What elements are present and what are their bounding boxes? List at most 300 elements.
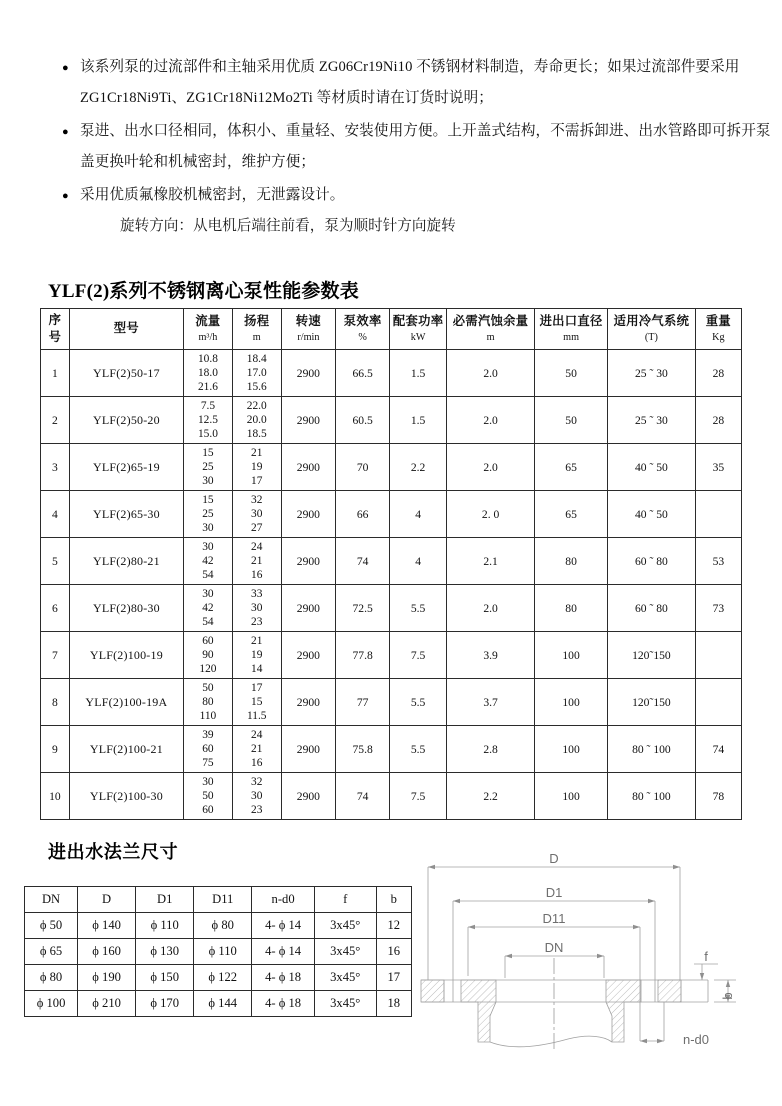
cell-power: 5.5	[390, 679, 447, 726]
label-nd0: n-d0	[682, 1032, 710, 1047]
cell-serial: 3	[41, 444, 70, 491]
cell-lift	[232, 632, 281, 679]
value-line: 18.0	[197, 367, 218, 379]
header-unit: mm	[563, 331, 579, 343]
cell-b: 12	[376, 913, 411, 939]
cell-weight: 35	[695, 444, 741, 491]
column-header-lift	[232, 309, 281, 350]
cell-cooling-system: 120˜150	[608, 632, 696, 679]
cell-d1: ϕ 110	[136, 913, 194, 939]
arrow-head	[428, 865, 435, 869]
arrow-head	[468, 925, 475, 929]
value-line: 30	[202, 541, 214, 553]
cell-cooling-system: 80 ˜ 100	[608, 726, 696, 773]
list-item	[62, 52, 774, 114]
column-header-nd0: n-d0	[252, 887, 315, 913]
value-line: 80	[202, 696, 214, 708]
cell-power: 1.5	[390, 397, 447, 444]
cell-speed: 2900	[281, 773, 335, 820]
cell-speed: 2900	[281, 397, 335, 444]
bullet-text-block	[80, 116, 774, 178]
cell-lift	[232, 491, 281, 538]
value-line: 32	[251, 776, 263, 788]
cell-weight	[695, 632, 741, 679]
cell-serial: 2	[41, 397, 70, 444]
value-line: 21.6	[197, 381, 218, 393]
cell-serial: 6	[41, 585, 70, 632]
value-line: 60	[202, 804, 214, 816]
cell-efficiency: 74	[336, 538, 390, 585]
cell-npsh: 2. 0	[447, 491, 535, 538]
cell-weight: 73	[695, 585, 741, 632]
header-unit: kW	[410, 331, 426, 343]
arrow-head	[505, 954, 512, 958]
value-line: 50	[202, 790, 214, 802]
header-label: 适用冷气系统	[613, 313, 690, 328]
rotation-direction-note: 旋转方向：从电机后端往前看，泵为顺时针方向旋转	[120, 218, 456, 234]
cell-efficiency: 72.5	[336, 585, 390, 632]
column-header-weight	[695, 309, 741, 350]
column-header-f: f	[314, 887, 376, 913]
cell-flow	[184, 585, 233, 632]
arrow-head	[726, 980, 730, 987]
header-label: 序	[48, 312, 62, 327]
value-line: 21	[251, 447, 263, 459]
cell-port-diameter: 50	[535, 350, 608, 397]
cell-npsh: 2.0	[447, 585, 535, 632]
cell-port-diameter: 80	[535, 538, 608, 585]
table-row	[41, 538, 742, 585]
cell-port-diameter: 65	[535, 444, 608, 491]
cell-nd0: 4- ϕ 18	[252, 965, 315, 991]
cell-serial: 7	[41, 632, 70, 679]
table-row	[41, 679, 742, 726]
bullet-line: 盖更换叶轮和机械密封，维护方便；	[80, 154, 316, 170]
value-line: 60	[202, 635, 214, 647]
value-line: 54	[202, 569, 214, 581]
table-row	[41, 491, 742, 538]
cell-model: YLF(2)50-17	[69, 350, 183, 397]
cell-port-diameter: 100	[535, 632, 608, 679]
arrow-head	[633, 925, 640, 929]
value-line: 30	[251, 508, 263, 520]
value-line: 21	[251, 743, 263, 755]
value-line: 120	[199, 663, 217, 675]
performance-table-title: YLF(2)系列不锈钢离心泵性能参数表	[48, 281, 359, 302]
header-label: 进出口直径	[539, 313, 603, 328]
cell-npsh: 2.8	[447, 726, 535, 773]
cell-flow	[184, 444, 233, 491]
value-line: 110	[199, 710, 217, 722]
value-line: 19	[251, 461, 263, 473]
value-line: 17	[251, 475, 263, 487]
cell-weight: 78	[695, 773, 741, 820]
value-line: 25	[202, 508, 214, 520]
cell-f: 3x45°	[314, 913, 376, 939]
value-line: 20.0	[246, 414, 267, 426]
cell-f: 3x45°	[314, 965, 376, 991]
cell-nd0: 4- ϕ 14	[252, 913, 315, 939]
table-row	[41, 350, 742, 397]
table-row	[41, 585, 742, 632]
header-unit: m³/h	[198, 331, 218, 343]
cell-efficiency: 66	[336, 491, 390, 538]
value-line: 22.0	[246, 400, 267, 412]
cell-npsh: 2.0	[447, 350, 535, 397]
cell-weight	[695, 679, 741, 726]
cell-power: 7.5	[390, 632, 447, 679]
header-label: 转速	[295, 313, 321, 328]
cell-cooling-system: 120˜150	[608, 679, 696, 726]
value-line: 30	[251, 602, 263, 614]
table-header-row	[25, 887, 412, 913]
cell-dn: ϕ 80	[25, 965, 78, 991]
cell-lift	[232, 726, 281, 773]
table-row	[41, 397, 742, 444]
cell-port-diameter: 100	[535, 679, 608, 726]
cell-d: ϕ 210	[78, 991, 136, 1017]
column-header-b: b	[376, 887, 411, 913]
column-header-npsh	[447, 309, 535, 350]
cell-nd0: 4- ϕ 14	[252, 939, 315, 965]
cell-flow	[184, 397, 233, 444]
cell-d: ϕ 140	[78, 913, 136, 939]
arrow-head	[640, 1039, 647, 1043]
arrow-head	[648, 899, 655, 903]
cell-lift	[232, 679, 281, 726]
table-row	[41, 444, 742, 491]
header-unit: Kg	[712, 331, 725, 343]
cell-weight: 74	[695, 726, 741, 773]
cell-npsh: 2.0	[447, 397, 535, 444]
cell-nd0: 4- ϕ 18	[252, 991, 315, 1017]
cell-model: YLF(2)100-21	[69, 726, 183, 773]
value-line: 30	[202, 588, 214, 600]
header-label: 重量	[705, 313, 731, 328]
cell-serial: 4	[41, 491, 70, 538]
cell-efficiency: 66.5	[336, 350, 390, 397]
bullet-dot-icon: ●	[62, 190, 69, 202]
cell-weight: 53	[695, 538, 741, 585]
header-label: 泵效率	[343, 313, 382, 328]
value-line: 17	[251, 682, 263, 694]
cell-lift	[232, 585, 281, 632]
cell-cooling-system: 40 ˜ 50	[608, 444, 696, 491]
table-body	[41, 350, 742, 820]
arrow-head	[453, 899, 460, 903]
cell-speed: 2900	[281, 585, 335, 632]
drawing-labels-group	[543, 851, 735, 1047]
cell-power: 5.5	[390, 585, 447, 632]
cell-flow	[184, 538, 233, 585]
value-line: 16	[251, 569, 263, 581]
cell-cooling-system: 25 ˜ 30	[608, 397, 696, 444]
column-header-flow	[184, 309, 233, 350]
column-header-d: D	[78, 887, 136, 913]
cell-power: 4	[390, 538, 447, 585]
value-line: 24	[251, 541, 263, 553]
column-header-serial	[41, 309, 70, 350]
value-line: 27	[251, 522, 263, 534]
value-line: 21	[251, 555, 263, 567]
flange-hub-right	[606, 980, 641, 1042]
header-unit: r/min	[297, 331, 320, 343]
value-line: 42	[202, 602, 214, 614]
cell-efficiency: 77	[336, 679, 390, 726]
list-item	[62, 116, 774, 178]
dimension-lines-group	[428, 865, 736, 1043]
value-line: 16	[251, 757, 263, 769]
label-d11: D11	[542, 911, 566, 926]
cell-model: YLF(2)50-20	[69, 397, 183, 444]
cell-model: YLF(2)80-21	[69, 538, 183, 585]
table-header	[25, 887, 412, 913]
value-line: 17.0	[246, 367, 267, 379]
cell-efficiency: 77.8	[336, 632, 390, 679]
cell-d: ϕ 190	[78, 965, 136, 991]
cell-port-diameter: 100	[535, 726, 608, 773]
cell-speed: 2900	[281, 350, 335, 397]
table-header	[41, 309, 742, 350]
cell-serial: 8	[41, 679, 70, 726]
cell-npsh: 3.7	[447, 679, 535, 726]
cell-dn: ϕ 50	[25, 913, 78, 939]
header-unit: m	[486, 331, 495, 343]
cell-lift	[232, 397, 281, 444]
cell-f: 3x45°	[314, 991, 376, 1017]
cell-d11: ϕ 144	[194, 991, 252, 1017]
value-line: 14	[251, 663, 263, 675]
cell-serial: 10	[41, 773, 70, 820]
cell-speed: 2900	[281, 491, 335, 538]
value-line: 15.0	[197, 428, 218, 440]
header-label: 必需汽蚀余量	[452, 313, 529, 328]
cell-flow	[184, 726, 233, 773]
cell-flow	[184, 350, 233, 397]
value-line: 24	[251, 729, 263, 741]
flange-section-body	[421, 980, 708, 1047]
cell-port-diameter: 65	[535, 491, 608, 538]
bullet-line: 采用优质氟橡胶机械密封，无泄露设计。	[80, 187, 345, 203]
cell-lift	[232, 444, 281, 491]
cell-d: ϕ 160	[78, 939, 136, 965]
header-label: 流量	[195, 313, 221, 328]
label-f: f	[704, 949, 708, 964]
value-line: 39	[202, 729, 214, 741]
performance-parameter-table	[40, 308, 742, 820]
value-line: 18.5	[246, 428, 267, 440]
header-label-2: 号	[48, 330, 62, 344]
arrow-head	[673, 865, 680, 869]
list-item	[62, 180, 774, 242]
cell-speed: 2900	[281, 726, 335, 773]
table-row	[25, 965, 412, 991]
table-row	[25, 991, 412, 1017]
label-dn: DN	[544, 940, 564, 955]
cell-npsh: 3.9	[447, 632, 535, 679]
value-line: 19	[251, 649, 263, 661]
table-row	[41, 632, 742, 679]
value-line: 32	[251, 494, 263, 506]
cell-model: YLF(2)80-30	[69, 585, 183, 632]
value-line: 30	[202, 522, 214, 534]
cell-serial: 5	[41, 538, 70, 585]
column-header-model	[69, 309, 183, 350]
cell-port-diameter: 100	[535, 773, 608, 820]
cell-model: YLF(2)100-19A	[69, 679, 183, 726]
bullet-dot-icon: ●	[62, 126, 69, 138]
table-row	[41, 773, 742, 820]
cell-dn: ϕ 65	[25, 939, 78, 965]
header-unit: m	[252, 331, 261, 343]
bullet-line: 泵进、出水口径相同，体积小、重量轻、安装使用方便。上开盖式结构，不需拆卸进、出水管路即可拆开泵	[80, 123, 771, 139]
value-line: 25	[202, 461, 214, 473]
value-line: 60	[202, 743, 214, 755]
cell-f: 3x45°	[314, 939, 376, 965]
cell-dn: ϕ 100	[25, 991, 78, 1017]
break-line	[490, 1036, 612, 1047]
intro-bullet-list	[62, 52, 774, 244]
bullet-line: 该系列泵的过流部件和主轴采用优质 ZG06Cr19Ni10 不锈钢材料制造，寿命更长；如果过流部件要采用	[80, 59, 740, 75]
cell-cooling-system: 60 ˜ 80	[608, 585, 696, 632]
arrow-head	[657, 1039, 664, 1043]
flange-section-title: 进出水法兰尺寸	[48, 842, 179, 862]
cell-speed: 2900	[281, 679, 335, 726]
cell-power: 5.5	[390, 726, 447, 773]
column-header-port-diameter	[535, 309, 608, 350]
cell-port-diameter: 80	[535, 585, 608, 632]
flange-drawing-svg	[418, 846, 766, 1068]
value-line: 21	[251, 635, 263, 647]
value-line: 10.8	[197, 353, 218, 365]
header-label: 扬程	[244, 313, 270, 328]
cell-port-diameter: 50	[535, 397, 608, 444]
label-d: D	[549, 851, 559, 866]
cell-npsh: 2.2	[447, 773, 535, 820]
value-line: 33	[251, 588, 263, 600]
value-line: 23	[251, 616, 263, 628]
bullet-line: ZG1Cr18Ni9Ti、ZG1Cr18Ni12Mo2Ti 等材质时请在订货时说明；	[80, 90, 494, 106]
cell-model: YLF(2)65-19	[69, 444, 183, 491]
cell-model: YLF(2)100-30	[69, 773, 183, 820]
table-header-row	[41, 309, 742, 350]
cell-b: 18	[376, 991, 411, 1017]
cell-flow	[184, 773, 233, 820]
value-line: 12.5	[197, 414, 218, 426]
cell-b: 16	[376, 939, 411, 965]
header-unit: (T)	[644, 331, 658, 343]
value-line: 30	[202, 776, 214, 788]
cell-power: 7.5	[390, 773, 447, 820]
column-header-efficiency	[336, 309, 390, 350]
flange-rim-left	[421, 980, 444, 1002]
cell-d11: ϕ 122	[194, 965, 252, 991]
cell-b: 17	[376, 965, 411, 991]
cell-speed: 2900	[281, 538, 335, 585]
flange-cross-section-drawing	[418, 846, 766, 1068]
value-line: 23	[251, 804, 263, 816]
value-line: 30	[251, 790, 263, 802]
table-row	[25, 939, 412, 965]
column-header-power	[390, 309, 447, 350]
value-line: 50	[202, 682, 214, 694]
cell-efficiency: 60.5	[336, 397, 390, 444]
cell-serial: 1	[41, 350, 70, 397]
header-label: 配套功率	[392, 313, 444, 328]
cell-speed: 2900	[281, 632, 335, 679]
value-line: 15	[202, 494, 214, 506]
header-unit: %	[358, 331, 367, 343]
cell-d1: ϕ 150	[136, 965, 194, 991]
cell-d1: ϕ 130	[136, 939, 194, 965]
column-header-cooling-system	[608, 309, 696, 350]
value-line: 11.5	[246, 710, 267, 722]
cell-cooling-system: 80 ˜ 100	[608, 773, 696, 820]
cell-power: 2.2	[390, 444, 447, 491]
table-row	[41, 726, 742, 773]
table-row	[25, 913, 412, 939]
cell-d1: ϕ 170	[136, 991, 194, 1017]
bullet-text-block	[80, 180, 774, 242]
column-header-dn: DN	[25, 887, 78, 913]
flange-rim-right	[658, 980, 681, 1002]
cell-power: 1.5	[390, 350, 447, 397]
cell-lift	[232, 538, 281, 585]
flange-hub-left	[461, 980, 496, 1042]
column-header-d11: D11	[194, 887, 252, 913]
cell-cooling-system: 60 ˜ 80	[608, 538, 696, 585]
table-body	[25, 913, 412, 1017]
cell-d11: ϕ 80	[194, 913, 252, 939]
value-line: 18.4	[246, 353, 267, 365]
cell-power: 4	[390, 491, 447, 538]
cell-speed: 2900	[281, 444, 335, 491]
label-b: b	[720, 992, 735, 1000]
bullet-text-block	[80, 52, 774, 114]
cell-model: YLF(2)100-19	[69, 632, 183, 679]
value-line: 7.5	[200, 400, 216, 412]
cell-weight: 28	[695, 397, 741, 444]
cell-weight: 28	[695, 350, 741, 397]
flange-dimension-table	[24, 886, 412, 1017]
label-d1: D1	[545, 885, 563, 900]
cell-serial: 9	[41, 726, 70, 773]
cell-efficiency: 70	[336, 444, 390, 491]
cell-flow	[184, 679, 233, 726]
value-line: 15	[202, 447, 214, 459]
value-line: 30	[202, 475, 214, 487]
cell-cooling-system: 40 ˜ 50	[608, 491, 696, 538]
column-header-d1: D1	[136, 887, 194, 913]
value-line: 42	[202, 555, 214, 567]
header-label: 型号	[113, 321, 139, 336]
column-header-speed	[281, 309, 335, 350]
bullet-dot-icon: ●	[62, 62, 69, 74]
cell-weight	[695, 491, 741, 538]
arrow-head	[597, 954, 604, 958]
cell-efficiency: 74	[336, 773, 390, 820]
cell-efficiency: 75.8	[336, 726, 390, 773]
arrow-head	[700, 973, 704, 980]
cell-lift	[232, 773, 281, 820]
value-line: 15.6	[246, 381, 267, 393]
value-line: 90	[202, 649, 214, 661]
value-line: 54	[202, 616, 214, 628]
value-line: 15	[251, 696, 263, 708]
cell-lift	[232, 350, 281, 397]
cell-d11: ϕ 110	[194, 939, 252, 965]
cell-cooling-system: 25 ˜ 30	[608, 350, 696, 397]
